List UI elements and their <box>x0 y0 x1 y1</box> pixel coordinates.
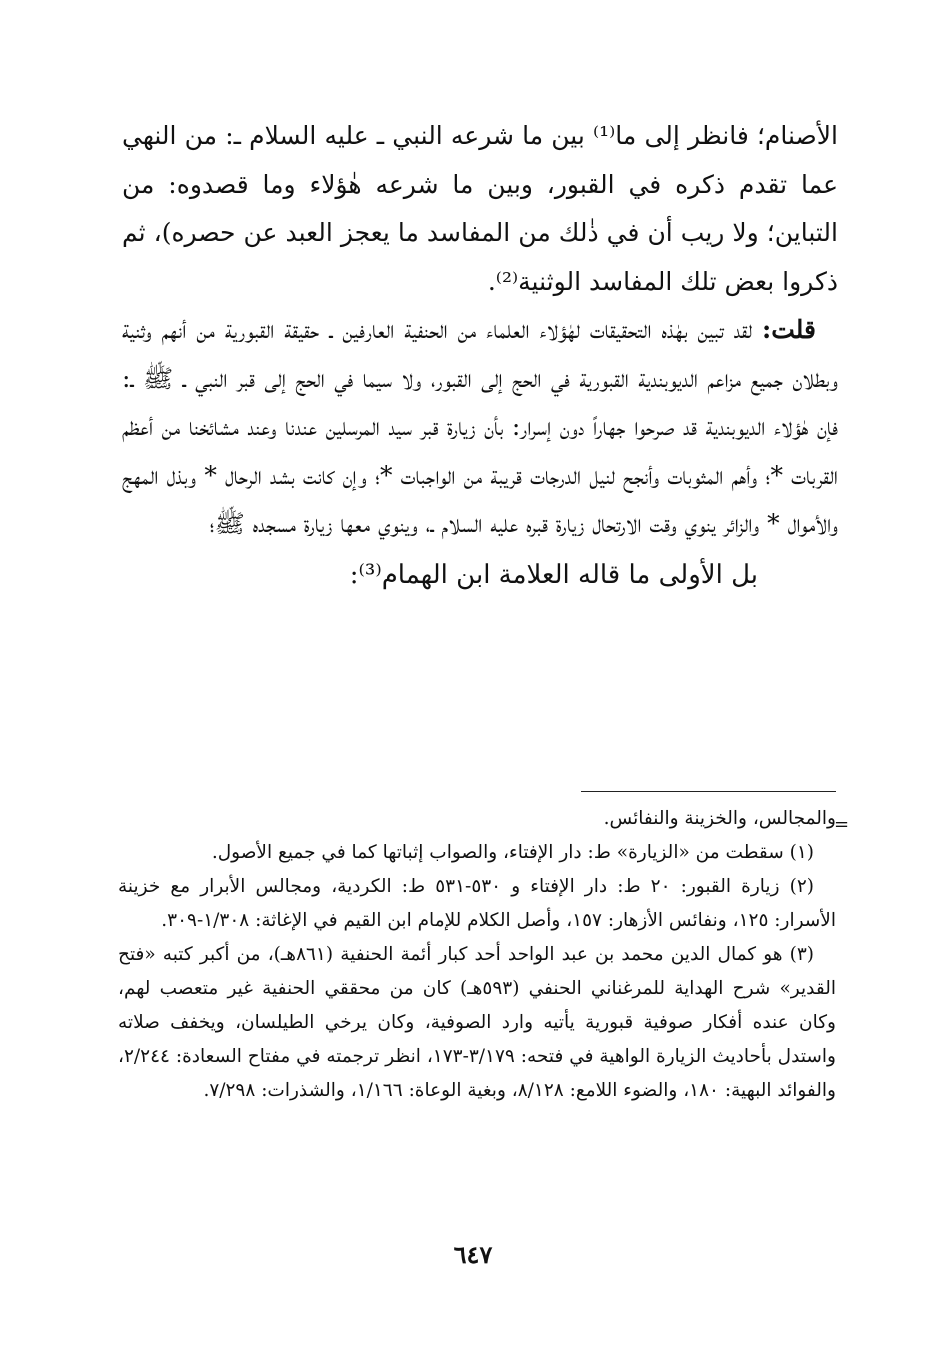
paragraph-2 <box>122 306 838 549</box>
footnote-continued: والمجالس، والخزينة والنفائس. <box>603 808 836 829</box>
paragraph-3: بل الأولى ما قاله العلامة ابن الهمام⁽³⁾: <box>349 559 758 590</box>
footnote-1: (١) سقطت من «الزيارة» ط: دار الإفتاء، والصواب إثباتها كما في جميع الأصول. <box>211 842 814 863</box>
footnote-continue-mark: = <box>834 814 850 835</box>
main-text <box>122 112 838 599</box>
paragraph-2-lead: قلت: <box>761 315 816 344</box>
page-number: ٦٤٧ <box>453 1240 493 1269</box>
footnote-divider <box>581 791 836 792</box>
paragraph-2-body: لقد تبين بهٰذه التحقيقات لهٰؤلاء العلماء من الحنفية العارفين ـ حقيقة القبورية من أنهم وثنية وبطلان جميع مزاعم الديوبندية القبورية في الحج إلى القبور، ولا سيما في الحج إلى قبر النبي ـ ﷺ ـ: فإن هٰؤلاء الديوبندية قد صرحوا جهاراً دون إسرار: بأن زيارة قبر سيد المرسلين عندنا وعند مشائخنا من أعظم القربات *؛ وأهم المثوبات وأنجح لنيل الدرجات قريبة من الواجبات *؛ وإن كانت بشد الرحال * وبذل المهج والأموال * والزائر ينوي وقت الارتحال زيارة قبره عليه السلام ـ، وينوي معها زيارة مسجده ﷺ؛ <box>122 315 838 538</box>
footnote-3: (٣) هو كمال الدين محمد بن عبد الواحد أحد كبار أئمة الحنفية (٨٦١هـ)، من أكبر كتبه «فتح القدير» شرح الهداية للمرغناني الحنفي (٥٩٣هـ) كان من محققي الحنفية غير متعصب لهم، وكان عنده أفكار صوفية قبورية يأتيه وارد الصوفية، وكان يرخي الطيلسان، ويخفف صلاته واستدل بأحاديث الزيارة الواهية في فتحه: ٣/١٧٩-١٧٣، انظر ترجمته في مفتاح السعادة: ٢/٢٤٤، والفوائد البهية: ١٨٠، والضوء اللامع: ٨/١٢٨، وبغية الوعاة: ١/١٦٦، والشذرات: ٧/٢٩٨. <box>118 944 836 1101</box>
footnote-2: (٢) زيارة القبور: ٢٠ ط: دار الإفتاء و ٥٣٠-٥٣١ ط: الكردية، ومجالس الأبرار مع خزينة الأسرار: ١٢٥، ونفائس الأزهار: ١٥٧، وأصل الكلام للإمام ابن القيم في الإغاثة: ١/٣٠٨-٣٠٩. <box>118 876 836 931</box>
paragraph-1: الأصنام؛ فانظر إلى ما⁽¹⁾ بين ما شرعه النبي ـ عليه السلام ـ: من النهي عما تقدم ذكره في القبور، وبين ما شرعه هٰؤلاء وما قصدوه: من التباين؛ ولا ريب أن في ذٰلك من المفاسد ما يعجز العبد عن حصره)، ثم ذكروا بعض تلك المفاسد الوثنية⁽²⁾. <box>122 121 838 296</box>
footnotes <box>118 802 836 1108</box>
